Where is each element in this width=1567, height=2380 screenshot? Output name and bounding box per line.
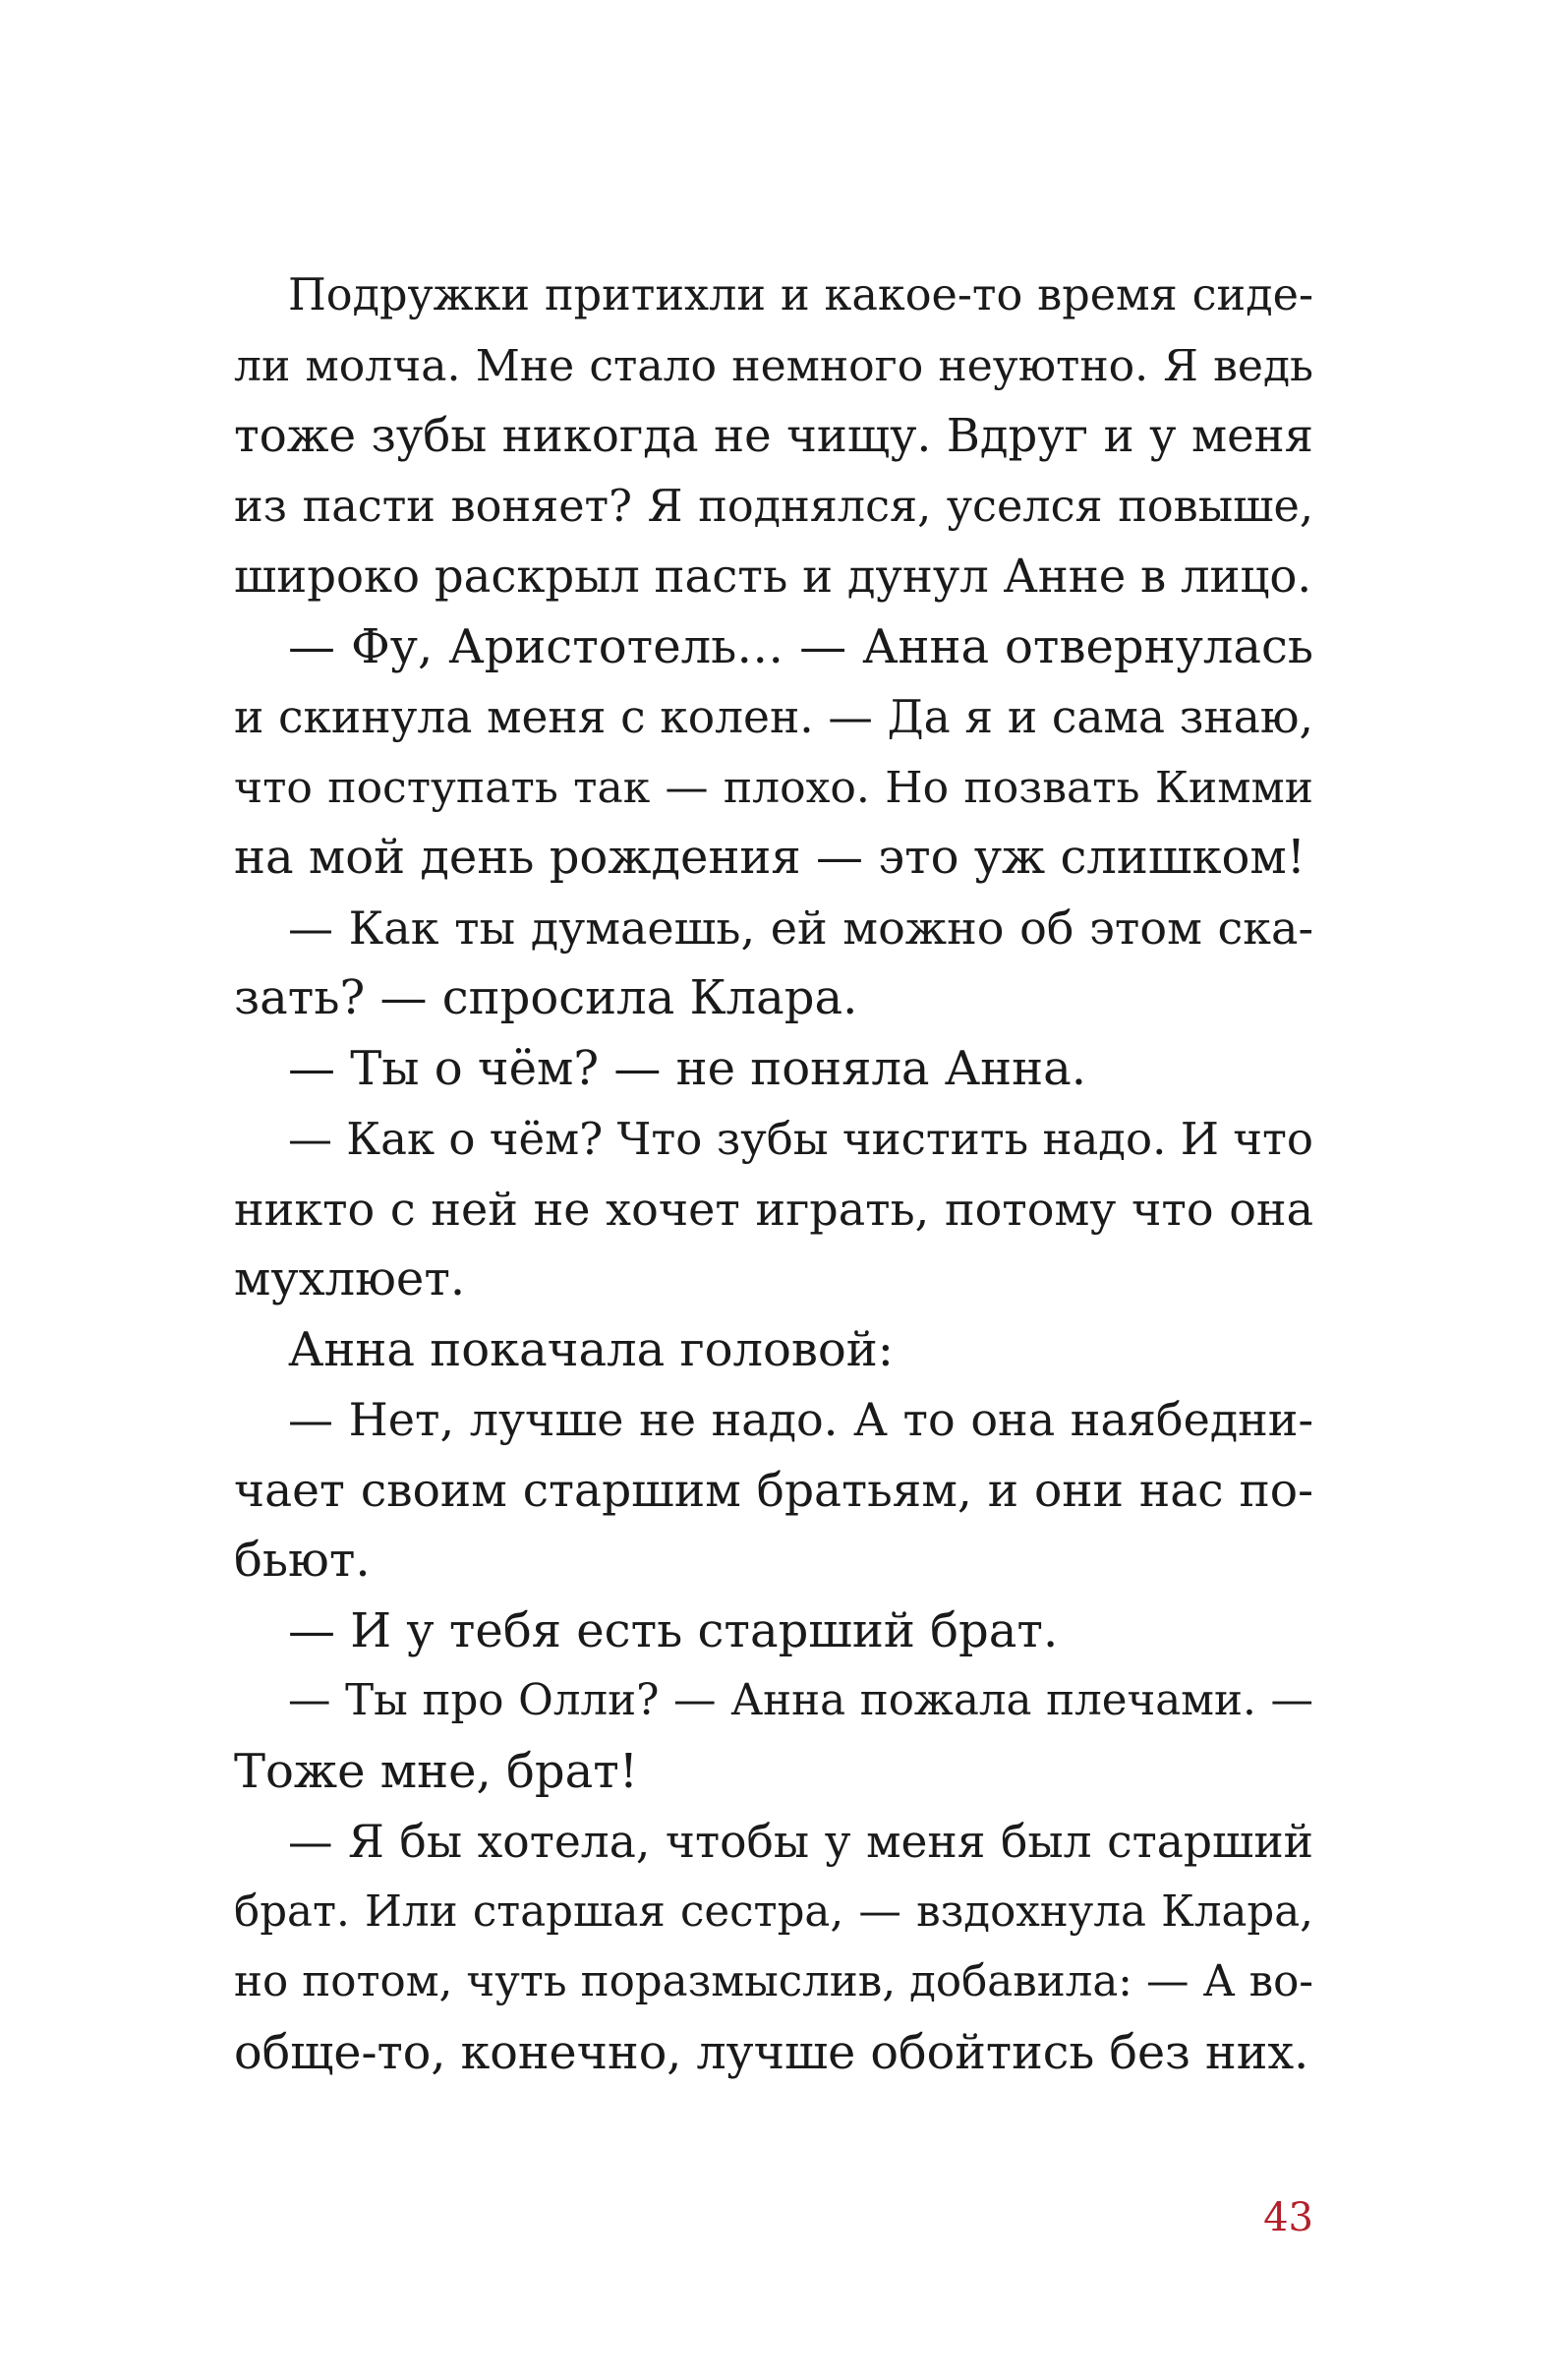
text-line: — Я бы хотела, чтобы у меня был старший [288,1816,1313,1868]
text-line: — И у тебя есть старший брат. [288,1602,1059,1658]
text-line: бьют. [234,1533,371,1588]
text-line: что поступать так — плохо. Но позвать Кимми [234,762,1313,813]
text-line: брат. Или старшая сестра, — вздохнула Клара, [234,1887,1313,1937]
page-number: 43 [1263,2195,1313,2240]
text-line: зать? — спросила Клара. [234,970,858,1025]
text-line: — Фу, Аристотель… — Анна отвернулась [288,618,1313,674]
text-line: обще-то, конечно, лучше обойтись без них. [234,2025,1309,2080]
text-line: Тоже мне, брат! [234,1743,639,1799]
text-line: тоже зубы никогда не чищу. Вдруг и у меня [234,409,1313,462]
text-line: Подружки притихли и какое-то время сиде- [288,270,1313,320]
page-text [234,261,1313,2088]
text-line: широко раскрыл пасть и дунул Анне в лицо. [234,550,1312,603]
text-line: — Как о чём? Что зубы чистить надо. И что [288,1113,1313,1165]
text-line: и скинула меня с колен. — Да я и сама знаю, [234,691,1313,743]
text-line: — Ты о чём? — не поняла Анна. [288,1040,1087,1096]
text-line: мухлюет. [234,1251,466,1306]
text-line: никто с ней не хочет играть, потому что она [234,1182,1313,1236]
text-line: — Ты про Олли? — Анна пожала плечами. — [288,1676,1313,1725]
text-line: ли молча. Мне стало немного неуютно. Я ведь [234,340,1313,391]
text-line: — Как ты думаешь, ей можно об этом ска- [288,900,1313,955]
text-line: но потом, чуть поразмыслив, добавила: — А во- [234,1957,1313,2006]
text-line: на мой день рождения — это уж слишком! [234,830,1306,885]
text-line: — Нет, лучше не надо. А то она наябедни- [288,1393,1313,1446]
text-line: Анна покачала головой: [288,1321,894,1377]
text-line: из пасти воняет? Я поднялся, уселся повыше, [234,481,1313,532]
text-line: чает своим старшим братьям, и они нас по- [234,1463,1313,1518]
